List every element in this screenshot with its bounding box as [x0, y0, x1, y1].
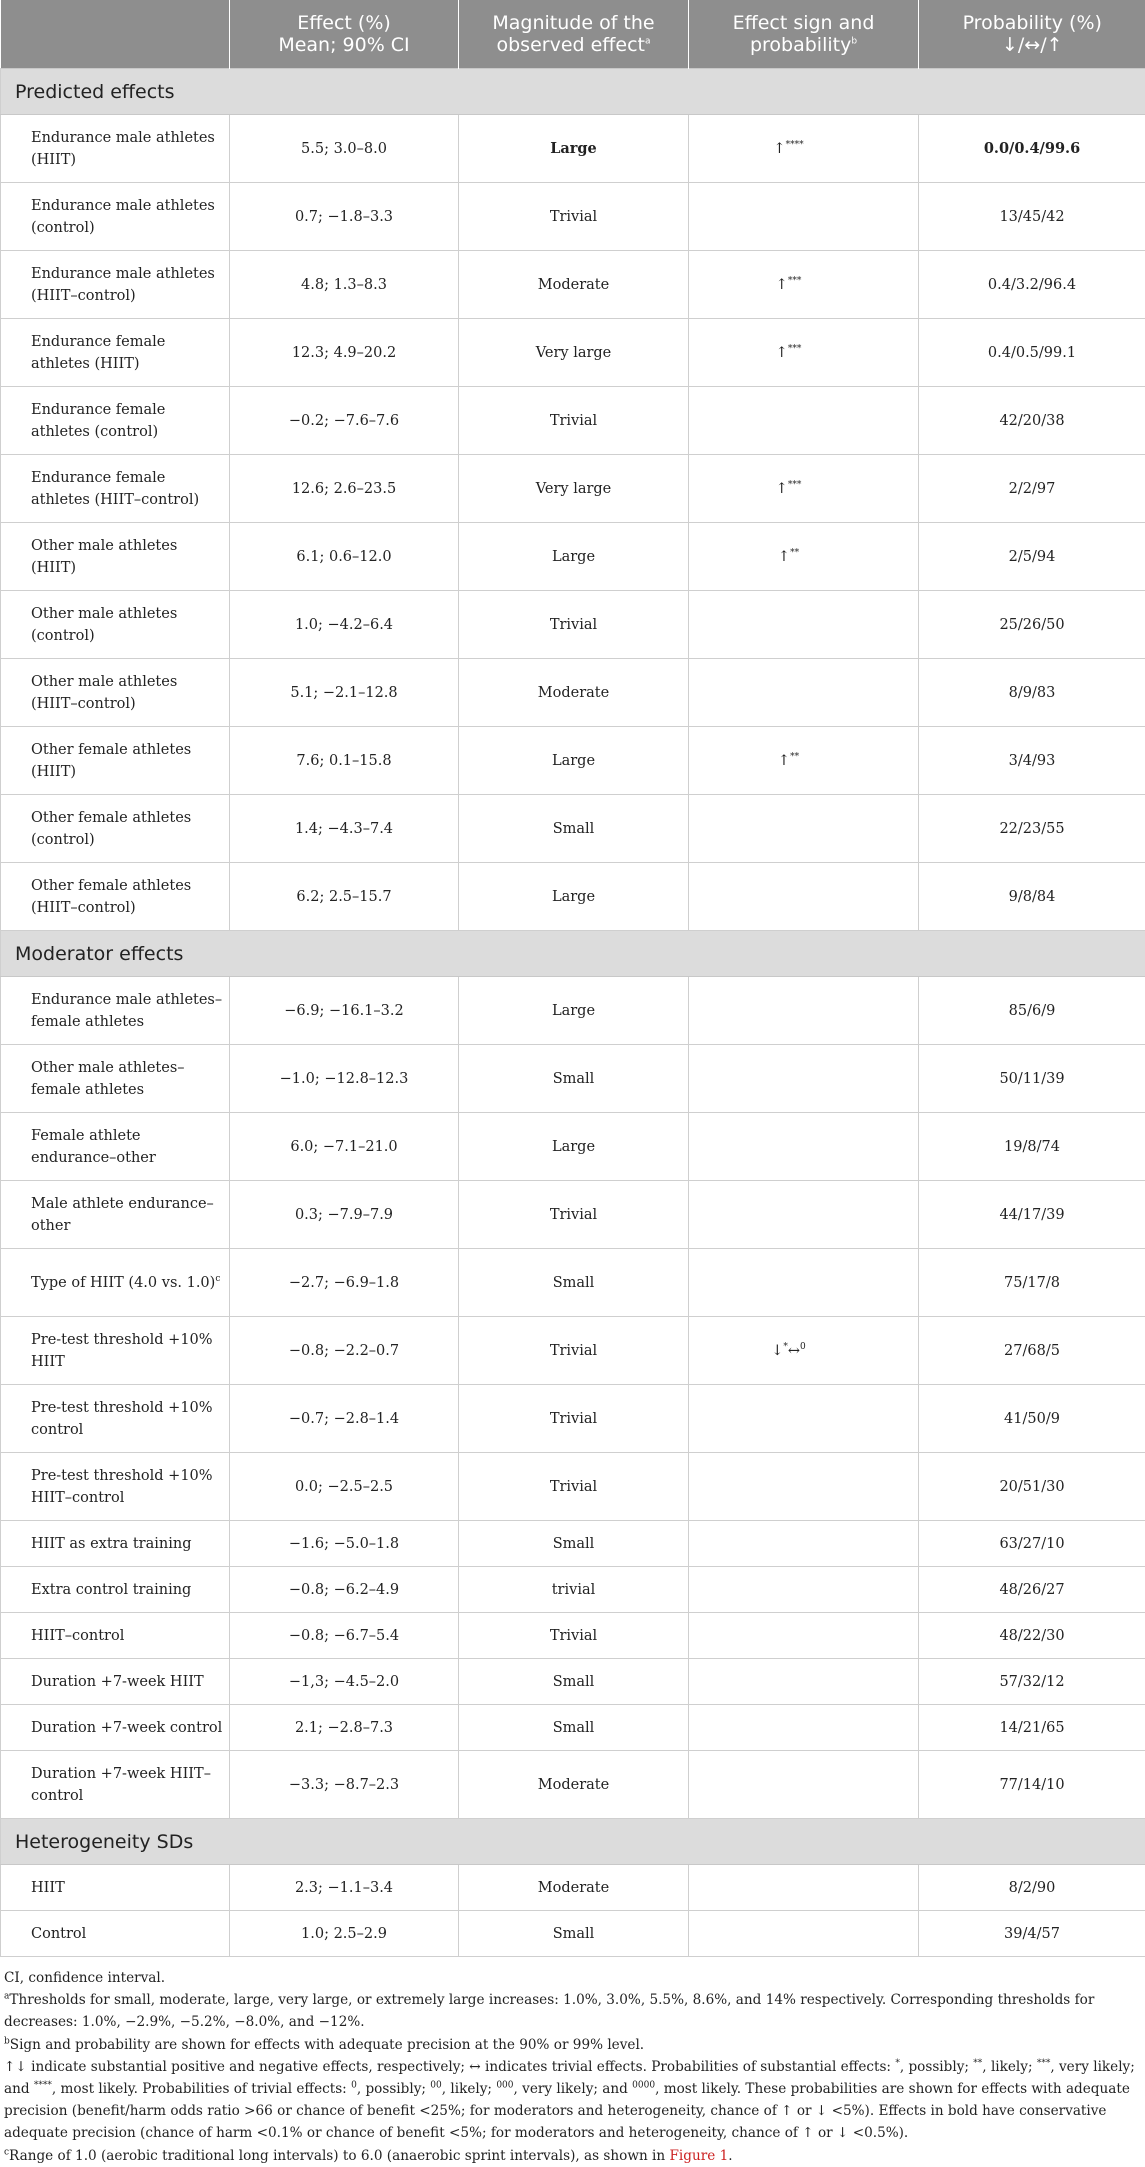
row-label: Endurance male athletes (control) [1, 183, 230, 251]
row-label: Endurance female athletes (HIIT–control) [1, 455, 230, 523]
sign-probability: *** [788, 480, 802, 490]
row-magnitude: Trivial [459, 1317, 689, 1385]
sign-probability: *** [788, 276, 802, 286]
row-effect: −0.8; −6.7–5.4 [230, 1613, 459, 1659]
row-probability: 14/21/65 [919, 1705, 1145, 1751]
row-label: HIIT–control [1, 1613, 230, 1659]
table-row [1, 1113, 1145, 1181]
row-effect: 7.6; 0.1–15.8 [230, 727, 459, 795]
row-magnitude: Trivial [459, 1181, 689, 1249]
row-effect: 2.1; −2.8–7.3 [230, 1705, 459, 1751]
row-sign [689, 1567, 919, 1613]
row-sign [689, 523, 919, 591]
row-sign [689, 1249, 919, 1317]
row-sign [689, 795, 919, 863]
sign-probability: ** [790, 548, 799, 558]
row-effect: −0.7; −2.8–1.4 [230, 1385, 459, 1453]
table-header [1, 0, 1145, 69]
table-row [1, 387, 1145, 455]
row-magnitude: Moderate [459, 251, 689, 319]
section-row [1, 931, 1145, 977]
header-magnitude-footnote: a [645, 37, 651, 47]
table-row [1, 795, 1145, 863]
row-sign [689, 1385, 919, 1453]
row-probability: 42/20/38 [919, 387, 1145, 455]
sign-probability-trivial: 0 [800, 1342, 806, 1352]
row-label: Pre-test threshold +10% HIIT [1, 1317, 230, 1385]
row-probability: 41/50/9 [919, 1385, 1145, 1453]
header-sign-line1: Effect sign and [733, 12, 875, 34]
row-effect: 5.1; −2.1–12.8 [230, 659, 459, 727]
row-probability: 2/5/94 [919, 523, 1145, 591]
row-magnitude: Trivial [459, 1453, 689, 1521]
row-effect: 12.6; 2.6–23.5 [230, 455, 459, 523]
row-magnitude: Small [459, 1705, 689, 1751]
row-effect: 1.0; −4.2–6.4 [230, 591, 459, 659]
row-effect: −1.0; −12.8–12.3 [230, 1045, 459, 1113]
row-effect: 0.7; −1.8–3.3 [230, 183, 459, 251]
row-magnitude: Very large [459, 319, 689, 387]
row-magnitude: Trivial [459, 183, 689, 251]
row-label: HIIT [1, 1865, 230, 1911]
sign-arrow: ↓ [771, 1343, 783, 1359]
sign-probability: **** [786, 140, 804, 150]
header-col-magnitude [459, 0, 689, 69]
table-row [1, 1453, 1145, 1521]
row-probability: 57/32/12 [919, 1659, 1145, 1705]
row-label: Endurance male athletes (HIIT–control) [1, 251, 230, 319]
row-sign [689, 977, 919, 1045]
row-effect: −1,3; −4.5–2.0 [230, 1659, 459, 1705]
table-row [1, 523, 1145, 591]
sign-arrow: ↑ [776, 345, 788, 361]
table-row [1, 115, 1145, 183]
row-sign [689, 1911, 919, 1957]
footnote-a-marker: a [4, 1992, 9, 2002]
row-effect: 6.0; −7.1–21.0 [230, 1113, 459, 1181]
row-label: Type of HIIT (4.0 vs. 1.0)$^c$ [1, 1249, 230, 1317]
row-probability: 48/22/30 [919, 1613, 1145, 1659]
row-sign [689, 1045, 919, 1113]
header-sign-footnote: b [851, 37, 857, 47]
row-probability: 22/23/55 [919, 795, 1145, 863]
table-row [1, 455, 1145, 523]
row-effect: 6.1; 0.6–12.0 [230, 523, 459, 591]
row-effect: −0.2; −7.6–7.6 [230, 387, 459, 455]
row-label: Other female athletes (HIIT) [1, 727, 230, 795]
section-title: Heterogeneity SDs [1, 1819, 1145, 1865]
table-row [1, 1317, 1145, 1385]
row-sign [689, 1613, 919, 1659]
section-row [1, 1819, 1145, 1865]
row-probability: 0.4/0.5/99.1 [919, 319, 1145, 387]
table-footnotes [0, 1957, 1145, 2167]
header-col-probability [919, 0, 1145, 69]
table-row [1, 251, 1145, 319]
footnote-a: $^a$Thresholds for small, moderate, large, very large, or extremely large increases: 1.0%, 3.0%, 5.5%, 8.6%, and 14% respectively. Corresponding thresholds for decreases: 1.0%, −2.9%, −5.2%, −8.0%, and −12%. [4, 1989, 1141, 2033]
row-effect: −0.8; −6.2–4.9 [230, 1567, 459, 1613]
header-col-sign [689, 0, 919, 69]
sign-probability: * [783, 1342, 788, 1352]
row-label: Pre-test threshold +10% HIIT–control [1, 1453, 230, 1521]
row-magnitude: Small [459, 1911, 689, 1957]
row-label: Endurance male athletes (HIIT) [1, 115, 230, 183]
row-label: Other male athletes (HIIT) [1, 523, 230, 591]
row-label: Duration +7-week control [1, 1705, 230, 1751]
row-label: Duration +7-week HIIT [1, 1659, 230, 1705]
row-label: Other male athletes (control) [1, 591, 230, 659]
row-magnitude: trivial [459, 1567, 689, 1613]
row-probability: 85/6/9 [919, 977, 1145, 1045]
table-row [1, 1613, 1145, 1659]
row-magnitude: Small [459, 1249, 689, 1317]
table-row [1, 1659, 1145, 1705]
row-magnitude: Small [459, 1521, 689, 1567]
sign-probability: *** [788, 344, 802, 354]
row-probability: 39/4/57 [919, 1911, 1145, 1957]
row-sign [689, 319, 919, 387]
footnote-ci: CI, confidence interval. [4, 1967, 1141, 1989]
table-row [1, 183, 1145, 251]
row-probability: 2/2/97 [919, 455, 1145, 523]
row-label: Male athlete endurance–other [1, 1181, 230, 1249]
row-effect: 0.0; −2.5–2.5 [230, 1453, 459, 1521]
row-probability: 63/27/10 [919, 1521, 1145, 1567]
row-effect: 2.3; −1.1–3.4 [230, 1865, 459, 1911]
row-probability: 75/17/8 [919, 1249, 1145, 1317]
table-row [1, 1567, 1145, 1613]
row-magnitude: Moderate [459, 659, 689, 727]
row-sign [689, 1705, 919, 1751]
header-probability-line1: Probability (%) [963, 12, 1102, 34]
row-probability: 77/14/10 [919, 1751, 1145, 1819]
section-title: Moderator effects [1, 931, 1145, 977]
row-sign [689, 863, 919, 931]
section-row [1, 69, 1145, 115]
sign-arrow: ↑ [776, 481, 788, 497]
row-label: HIIT as extra training [1, 1521, 230, 1567]
header-probability-line2: ↓/↔/↑ [1002, 34, 1063, 56]
row-magnitude: Very large [459, 455, 689, 523]
row-sign [689, 591, 919, 659]
row-sign [689, 455, 919, 523]
row-probability: 3/4/93 [919, 727, 1145, 795]
header-sign-line2: probability [750, 34, 851, 56]
row-probability: 8/9/83 [919, 659, 1145, 727]
table-row [1, 727, 1145, 795]
row-magnitude: Large [459, 977, 689, 1045]
header-magnitude-line1: Magnitude of the [492, 12, 654, 34]
row-probability: 0.0/0.4/99.6 [919, 115, 1145, 183]
table-row [1, 1045, 1145, 1113]
row-sign [689, 1659, 919, 1705]
row-label: Other male athletes (HIIT–control) [1, 659, 230, 727]
table-row [1, 1385, 1145, 1453]
row-effect: 0.3; −7.9–7.9 [230, 1181, 459, 1249]
table-row [1, 1911, 1145, 1957]
header-effect-line1: Effect (%) [297, 12, 391, 34]
row-magnitude: Small [459, 795, 689, 863]
row-label: Other female athletes (control) [1, 795, 230, 863]
row-sign [689, 1317, 919, 1385]
sign-arrow: ↑ [778, 753, 790, 769]
table-row [1, 1751, 1145, 1819]
row-probability: 25/26/50 [919, 591, 1145, 659]
row-probability: 8/2/90 [919, 1865, 1145, 1911]
header-col-label [1, 0, 230, 69]
row-label: Endurance female athletes (control) [1, 387, 230, 455]
row-sign [689, 115, 919, 183]
row-effect: −1.6; −5.0–1.8 [230, 1521, 459, 1567]
row-effect: 4.8; 1.3–8.3 [230, 251, 459, 319]
row-magnitude: Large [459, 1113, 689, 1181]
row-effect: −0.8; −2.2–0.7 [230, 1317, 459, 1385]
section-title: Predicted effects [1, 69, 1145, 115]
row-sign [689, 1521, 919, 1567]
row-magnitude: Trivial [459, 387, 689, 455]
row-label: Endurance male athletes–female athletes [1, 977, 230, 1045]
row-label: Extra control training [1, 1567, 230, 1613]
header-col-effect [230, 0, 459, 69]
row-magnitude: Trivial [459, 1385, 689, 1453]
row-magnitude: Large [459, 523, 689, 591]
row-probability: 48/26/27 [919, 1567, 1145, 1613]
row-label: Pre-test threshold +10% control [1, 1385, 230, 1453]
row-magnitude: Large [459, 115, 689, 183]
row-magnitude: Small [459, 1659, 689, 1705]
sign-arrow: ↑ [776, 277, 788, 293]
table-row [1, 591, 1145, 659]
table-row [1, 1521, 1145, 1567]
row-sign [689, 387, 919, 455]
row-sign [689, 727, 919, 795]
footnote-c: $^c$Range of 1.0 (aerobic traditional long intervals) to 6.0 (anaerobic sprint intervals), as shown in Figure 1. [4, 2145, 1141, 2167]
row-effect: −3.3; −8.7–2.3 [230, 1751, 459, 1819]
table-row [1, 1249, 1145, 1317]
row-magnitude: Moderate [459, 1751, 689, 1819]
row-effect: 1.0; 2.5–2.9 [230, 1911, 459, 1957]
table-row [1, 319, 1145, 387]
row-effect: −6.9; −16.1–3.2 [230, 977, 459, 1045]
row-sign [689, 1751, 919, 1819]
table-row [1, 977, 1145, 1045]
row-probability: 13/45/42 [919, 183, 1145, 251]
row-label-footnote: c [215, 1274, 220, 1284]
footnote-b: $^b$Sign and probability are shown for effects with adequate precision at the 90% or 99% level. [4, 2034, 1141, 2056]
row-sign [689, 659, 919, 727]
table-row [1, 1865, 1145, 1911]
row-label: Duration +7-week HIIT–control [1, 1751, 230, 1819]
table-row [1, 659, 1145, 727]
row-magnitude: Large [459, 727, 689, 795]
table-body [1, 69, 1145, 1957]
sign-arrow-trivial: ↔ [788, 1343, 800, 1359]
figure-1-link[interactable]: Figure 1 [669, 2148, 728, 2164]
row-probability: 9/8/84 [919, 863, 1145, 931]
footnote-b-marker: b [4, 2036, 10, 2046]
row-effect: 1.4; −4.3–7.4 [230, 795, 459, 863]
row-label: Endurance female athletes (HIIT) [1, 319, 230, 387]
row-sign [689, 1113, 919, 1181]
table-row [1, 1705, 1145, 1751]
row-sign [689, 183, 919, 251]
table-row [1, 1181, 1145, 1249]
row-effect: 12.3; 4.9–20.2 [230, 319, 459, 387]
footnote-c-marker: c [4, 2147, 9, 2157]
row-effect: 6.2; 2.5–15.7 [230, 863, 459, 931]
row-label: Other female athletes (HIIT–control) [1, 863, 230, 931]
row-sign [689, 1865, 919, 1911]
row-magnitude: Trivial [459, 591, 689, 659]
sign-probability: ** [790, 752, 799, 762]
row-sign [689, 1181, 919, 1249]
row-probability: 50/11/39 [919, 1045, 1145, 1113]
row-sign [689, 251, 919, 319]
row-label: Female athlete endurance–other [1, 1113, 230, 1181]
sign-arrow: ↑ [778, 549, 790, 565]
footnote-arrows: ↑↓ indicate substantial positive and negative effects, respectively; ↔ indicates trivial effects. Probabilities of substantial effects: *, possibly; **, likely; ***, very likely; and ****, most likely. Probabilities of trivial effects: $^0$, possibly; $^{00}$, likely; $^{000}$, very likely; and $^{0000}$, most likely. These probabilities are shown for effects with adequate precision (benefit/harm odds ratio >66 or chance of benefit <25%; for moderators and heterogeneity, chance of ↑ or ↓ <5%). Effects in bold have conservative adequate precision (chance of harm <0.1% or chance of benefit <5%; for moderators and heterogeneity, chance of ↑ or ↓ <0.5%). [4, 2056, 1141, 2145]
row-magnitude: Moderate [459, 1865, 689, 1911]
row-probability: 0.4/3.2/96.4 [919, 251, 1145, 319]
row-probability: 20/51/30 [919, 1453, 1145, 1521]
row-probability: 44/17/39 [919, 1181, 1145, 1249]
sign-arrow: ↑ [773, 141, 785, 157]
row-magnitude: Small [459, 1045, 689, 1113]
header-magnitude-line2: observed effect [497, 34, 645, 56]
row-magnitude: Trivial [459, 1613, 689, 1659]
table-row [1, 863, 1145, 931]
row-label: Control [1, 1911, 230, 1957]
row-effect: 5.5; 3.0–8.0 [230, 115, 459, 183]
row-probability: 27/68/5 [919, 1317, 1145, 1385]
row-magnitude: Large [459, 863, 689, 931]
header-effect-line2: Mean; 90% CI [278, 34, 409, 56]
row-probability: 19/8/74 [919, 1113, 1145, 1181]
row-sign [689, 1453, 919, 1521]
row-effect: −2.7; −6.9–1.8 [230, 1249, 459, 1317]
row-label: Other male athletes–female athletes [1, 1045, 230, 1113]
